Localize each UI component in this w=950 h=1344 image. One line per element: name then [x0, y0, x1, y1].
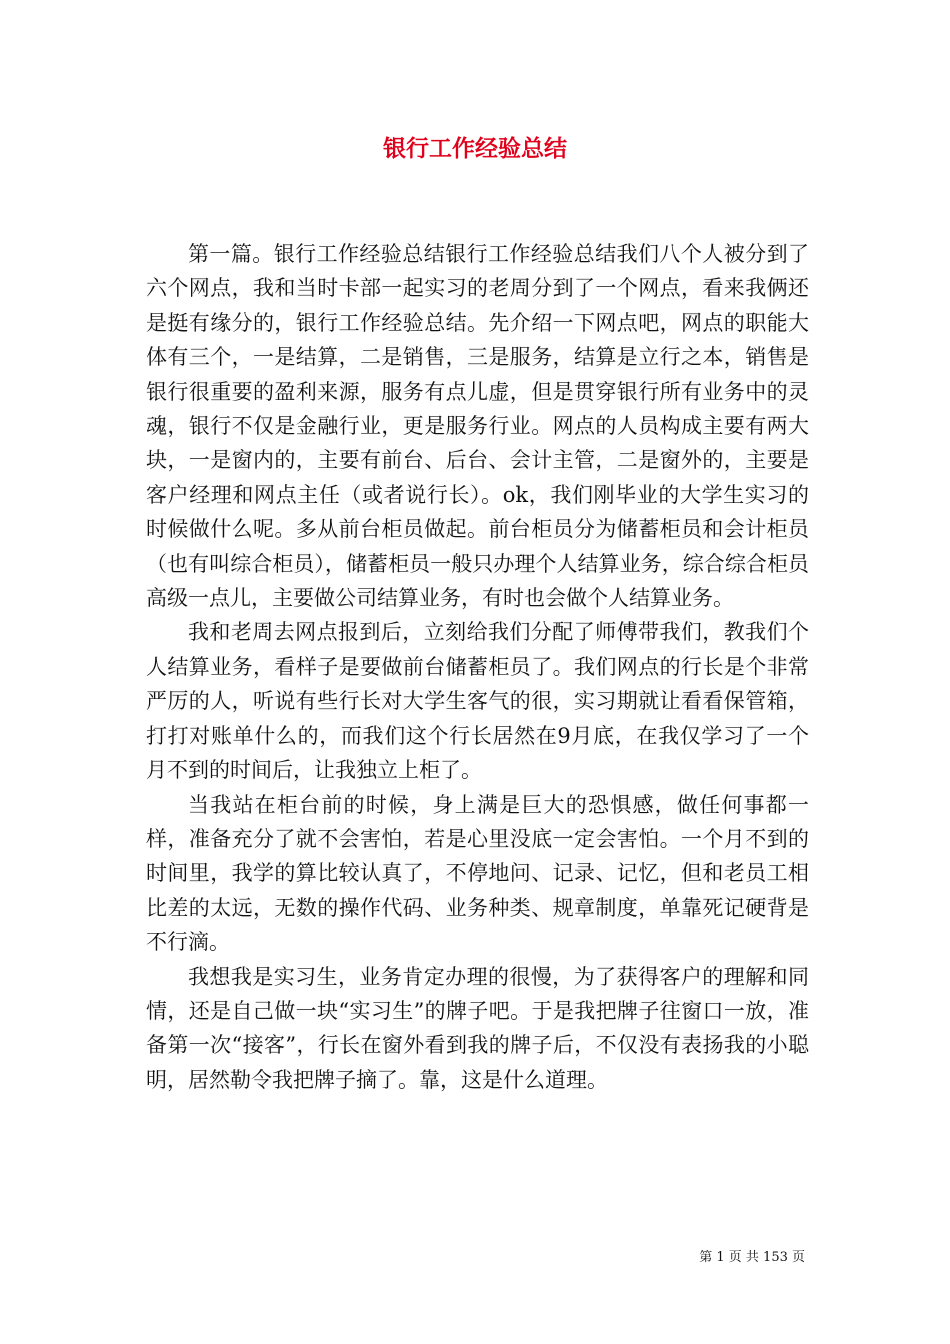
paragraph-1: 第一篇。银行工作经验总结银行工作经验总结我们八个人被分到了六个网点，我和当时卡部一起实习的老周分到了一个网点，看来我俩还是挺有缘分的，银行工作经验总结。先介绍一下网点吧，网点的职能大体有三个，一是结算，二是销售，三是服务，结算是立行之本，销售是银行很重要的盈利来源，服务有点儿虚，但是贯穿银行所有业务中的灵魂，银行不仅是金融行业，更是服务行业。网点的人员构成主要有两大块，一是窗内的，主要有前台、后台、会计主管，二是窗外的，主要是客户经理和网点主任（或者说行长）。ok，我们刚毕业的大学生实习的时候做什么呢。多从前台柜员做起。前台柜员分为储蓄柜员和会计柜员（也有叫综合柜员），储蓄柜员一般只办理个人结算业务，综合综合柜员高级一点儿，主要做公司结算业务，有时也会做个人结算业务。	[146, 242, 809, 611]
paragraph-2: 我和老周去网点报到后，立刻给我们分配了师傅带我们，教我们个人结算业务，看样子是要做前台储蓄柜员了。我们网点的行长是个非常严厉的人，听说有些行长对大学生客气的很，实习期就让看看保管箱，打打对账单什么的，而我们这个行长居然在9月底，在我仅学习了一个月不到的时间后，让我独立上柜了。	[146, 620, 809, 783]
paragraph-4: 我想我是实习生，业务肯定办理的很慢，为了获得客户的理解和同情，还是自己做一块“实习生”的牌子吧。于是我把牌子往窗口一放，准备第一次“接客”，行长在窗外看到我的牌子后，不仅没有表扬我的小聪明，居然勒令我把牌子摘了。靠，这是什么道理。	[146, 964, 809, 1092]
paragraph-3: 当我站在柜台前的时候，身上满是巨大的恐惧感，做任何事都一样，准备充分了就不会害怕，若是心里没底一定会害怕。一个月不到的时间里，我学的算比较认真了，不停地问、记录、记忆，但和老员工相比差的太远，无数的操作代码、业务种类、规章制度，单靠死记硬背是不行滴。	[146, 792, 809, 955]
document-title: 银行工作经验总结	[383, 136, 567, 162]
document-body	[146, 237, 809, 1097]
page-number-footer: 第 1 页 共 153 页	[699, 1250, 805, 1265]
